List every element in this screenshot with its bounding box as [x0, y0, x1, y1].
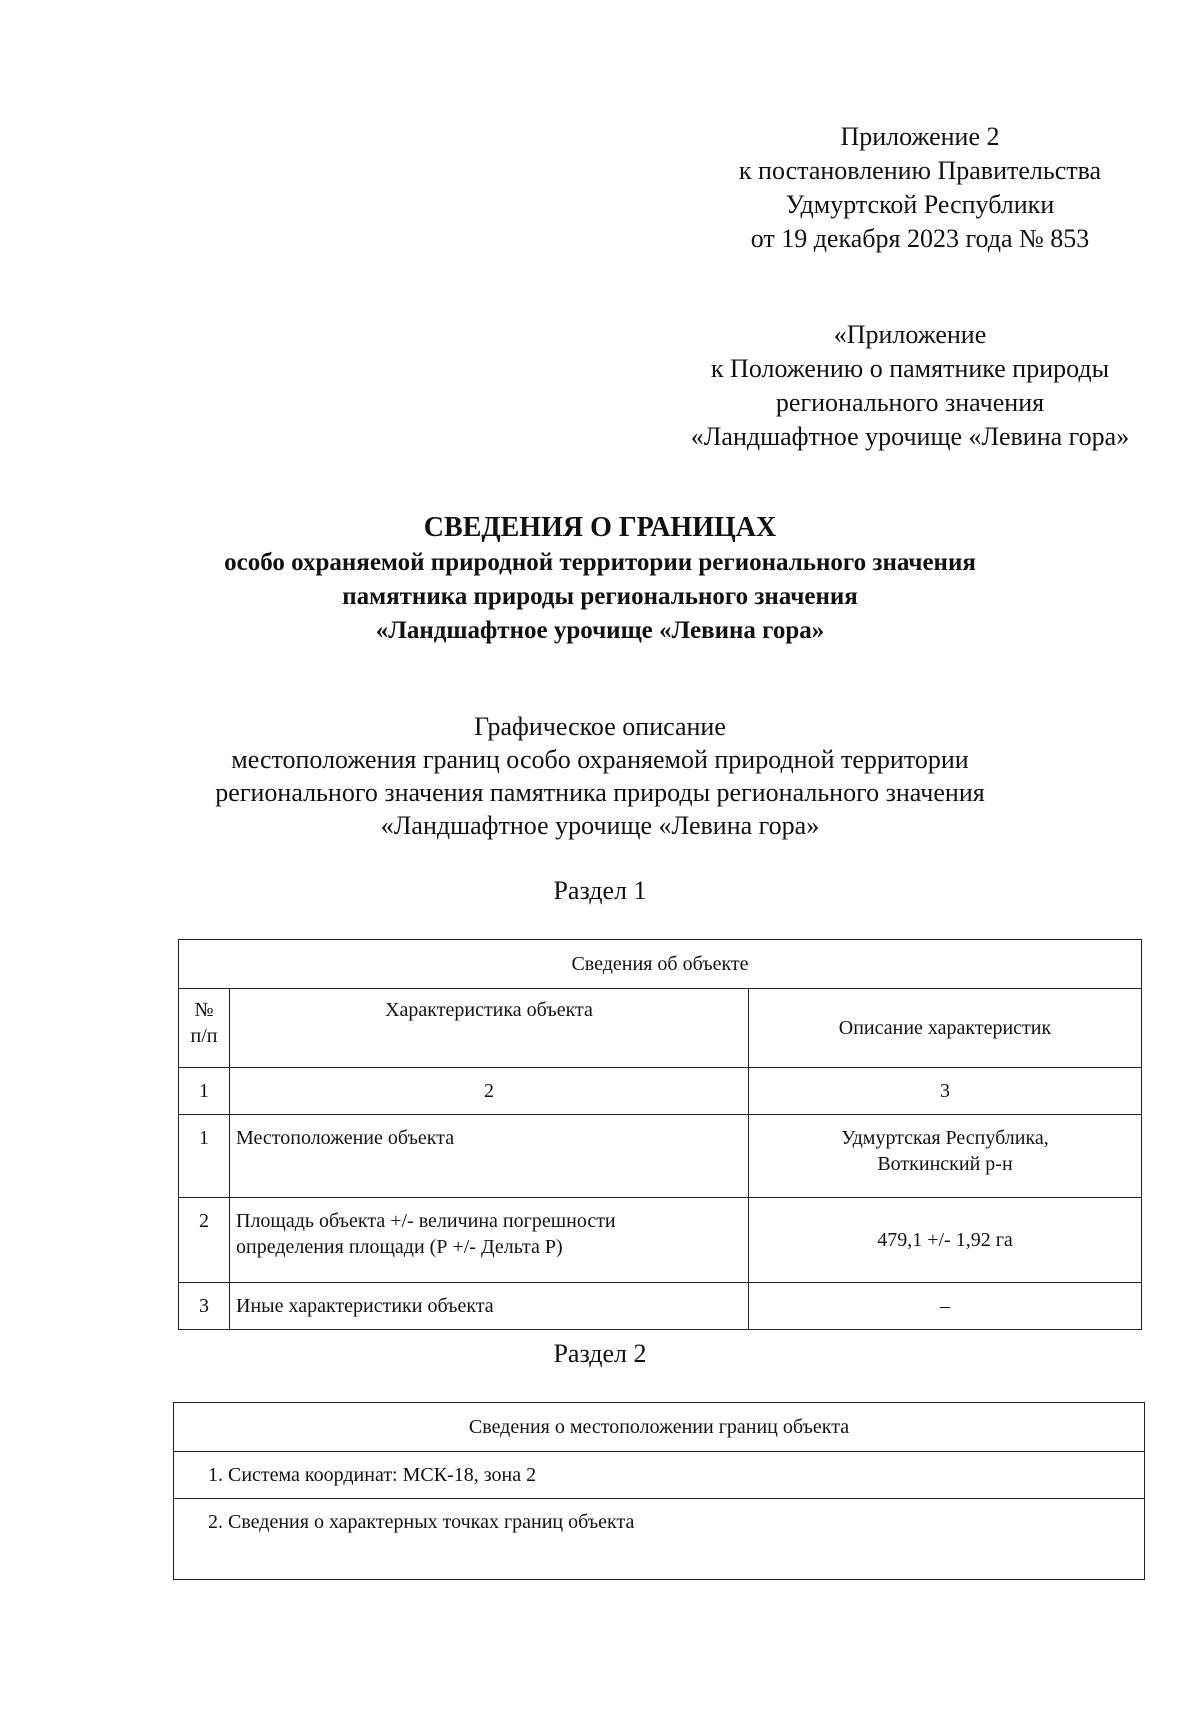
appendix-regulation-line-4: «Ландшафтное урочище «Левина гора»: [690, 422, 1130, 451]
boundary-points-row: 2. Сведения о характерных точках границ объекта: [174, 1499, 1145, 1580]
section-1-heading: Раздел 1: [553, 876, 647, 905]
row-number: 3: [179, 1283, 230, 1330]
appendix-main-line-4: от 19 декабря 2023 года № 853: [750, 224, 1090, 253]
row-description: 479,1 +/- 1,92 га: [749, 1198, 1142, 1283]
appendix-main-line-2: к постановлению Правительства: [738, 156, 1102, 185]
column-header-number: № п/п: [179, 989, 230, 1068]
appendix-regulation-line-1: «Приложение: [833, 320, 987, 349]
appendix-regulation-line-2: к Положению о памятнике природы: [710, 354, 1110, 383]
title-main: СВЕДЕНИЯ О ГРАНИЦАХ: [423, 512, 777, 543]
appendix-regulation-header: [660, 318, 1160, 454]
row-characteristic: Местоположение объекта: [230, 1115, 749, 1198]
boundary-info-caption: Сведения о местоположении границ объекта: [174, 1403, 1145, 1452]
document-title: [100, 510, 1100, 648]
graphic-description: [100, 710, 1100, 842]
column-number-1: 1: [179, 1068, 230, 1115]
row-number: 1: [179, 1115, 230, 1198]
graphic-description-line-1: Графическое описание: [474, 712, 726, 741]
row-description-line-2: Воткинский р-н: [877, 1153, 1013, 1175]
row-description-line-1: Удмуртская Республика,: [841, 1127, 1049, 1149]
row-characteristic-line-2: определения площади (Р +/- Дельта Р): [236, 1236, 563, 1258]
graphic-description-line-2: местоположения границ особо охраняемой природной территории: [231, 745, 969, 774]
row-description: –: [749, 1283, 1142, 1330]
appendix-main-header: [690, 120, 1150, 256]
row-characteristic: [230, 1198, 749, 1283]
object-info-caption: Сведения об объекте: [179, 940, 1142, 989]
row-number: 2: [179, 1198, 230, 1283]
column-number-3: 3: [749, 1068, 1142, 1115]
table-row: [179, 1283, 1142, 1330]
title-sub-1: особо охраняемой природной территории регионального значения: [224, 549, 976, 576]
section-2-heading: Раздел 2: [553, 1339, 647, 1368]
graphic-description-line-4: «Ландшафтное урочище «Левина гора»: [380, 811, 820, 840]
appendix-main-line-3: Удмуртской Республики: [785, 190, 1055, 219]
title-sub-2: памятника природы регионального значения: [342, 583, 858, 610]
table-row: [179, 1198, 1142, 1283]
column-number-2: 2: [230, 1068, 749, 1115]
table-row: [179, 1115, 1142, 1198]
coordinate-system-row: 1. Система координат: МСК-18, зона 2: [174, 1452, 1145, 1499]
row-characteristic: Иные характеристики объекта: [230, 1283, 749, 1330]
row-description: [749, 1115, 1142, 1198]
appendix-regulation-line-3: регионального значения: [775, 388, 1045, 417]
boundary-info-table: [173, 1402, 1145, 1580]
column-header-description: Описание характеристик: [749, 989, 1142, 1068]
appendix-main-line-1: Приложение 2: [840, 122, 1000, 151]
graphic-description-line-3: регионального значения памятника природы регионального значения: [215, 778, 985, 807]
column-header-characteristic: Характеристика объекта: [230, 989, 749, 1068]
object-info-table: [178, 939, 1142, 1330]
title-sub-3: «Ландшафтное урочище «Левина гора»: [375, 617, 825, 644]
row-characteristic-line-1: Площадь объекта +/- величина погрешности: [236, 1210, 616, 1232]
